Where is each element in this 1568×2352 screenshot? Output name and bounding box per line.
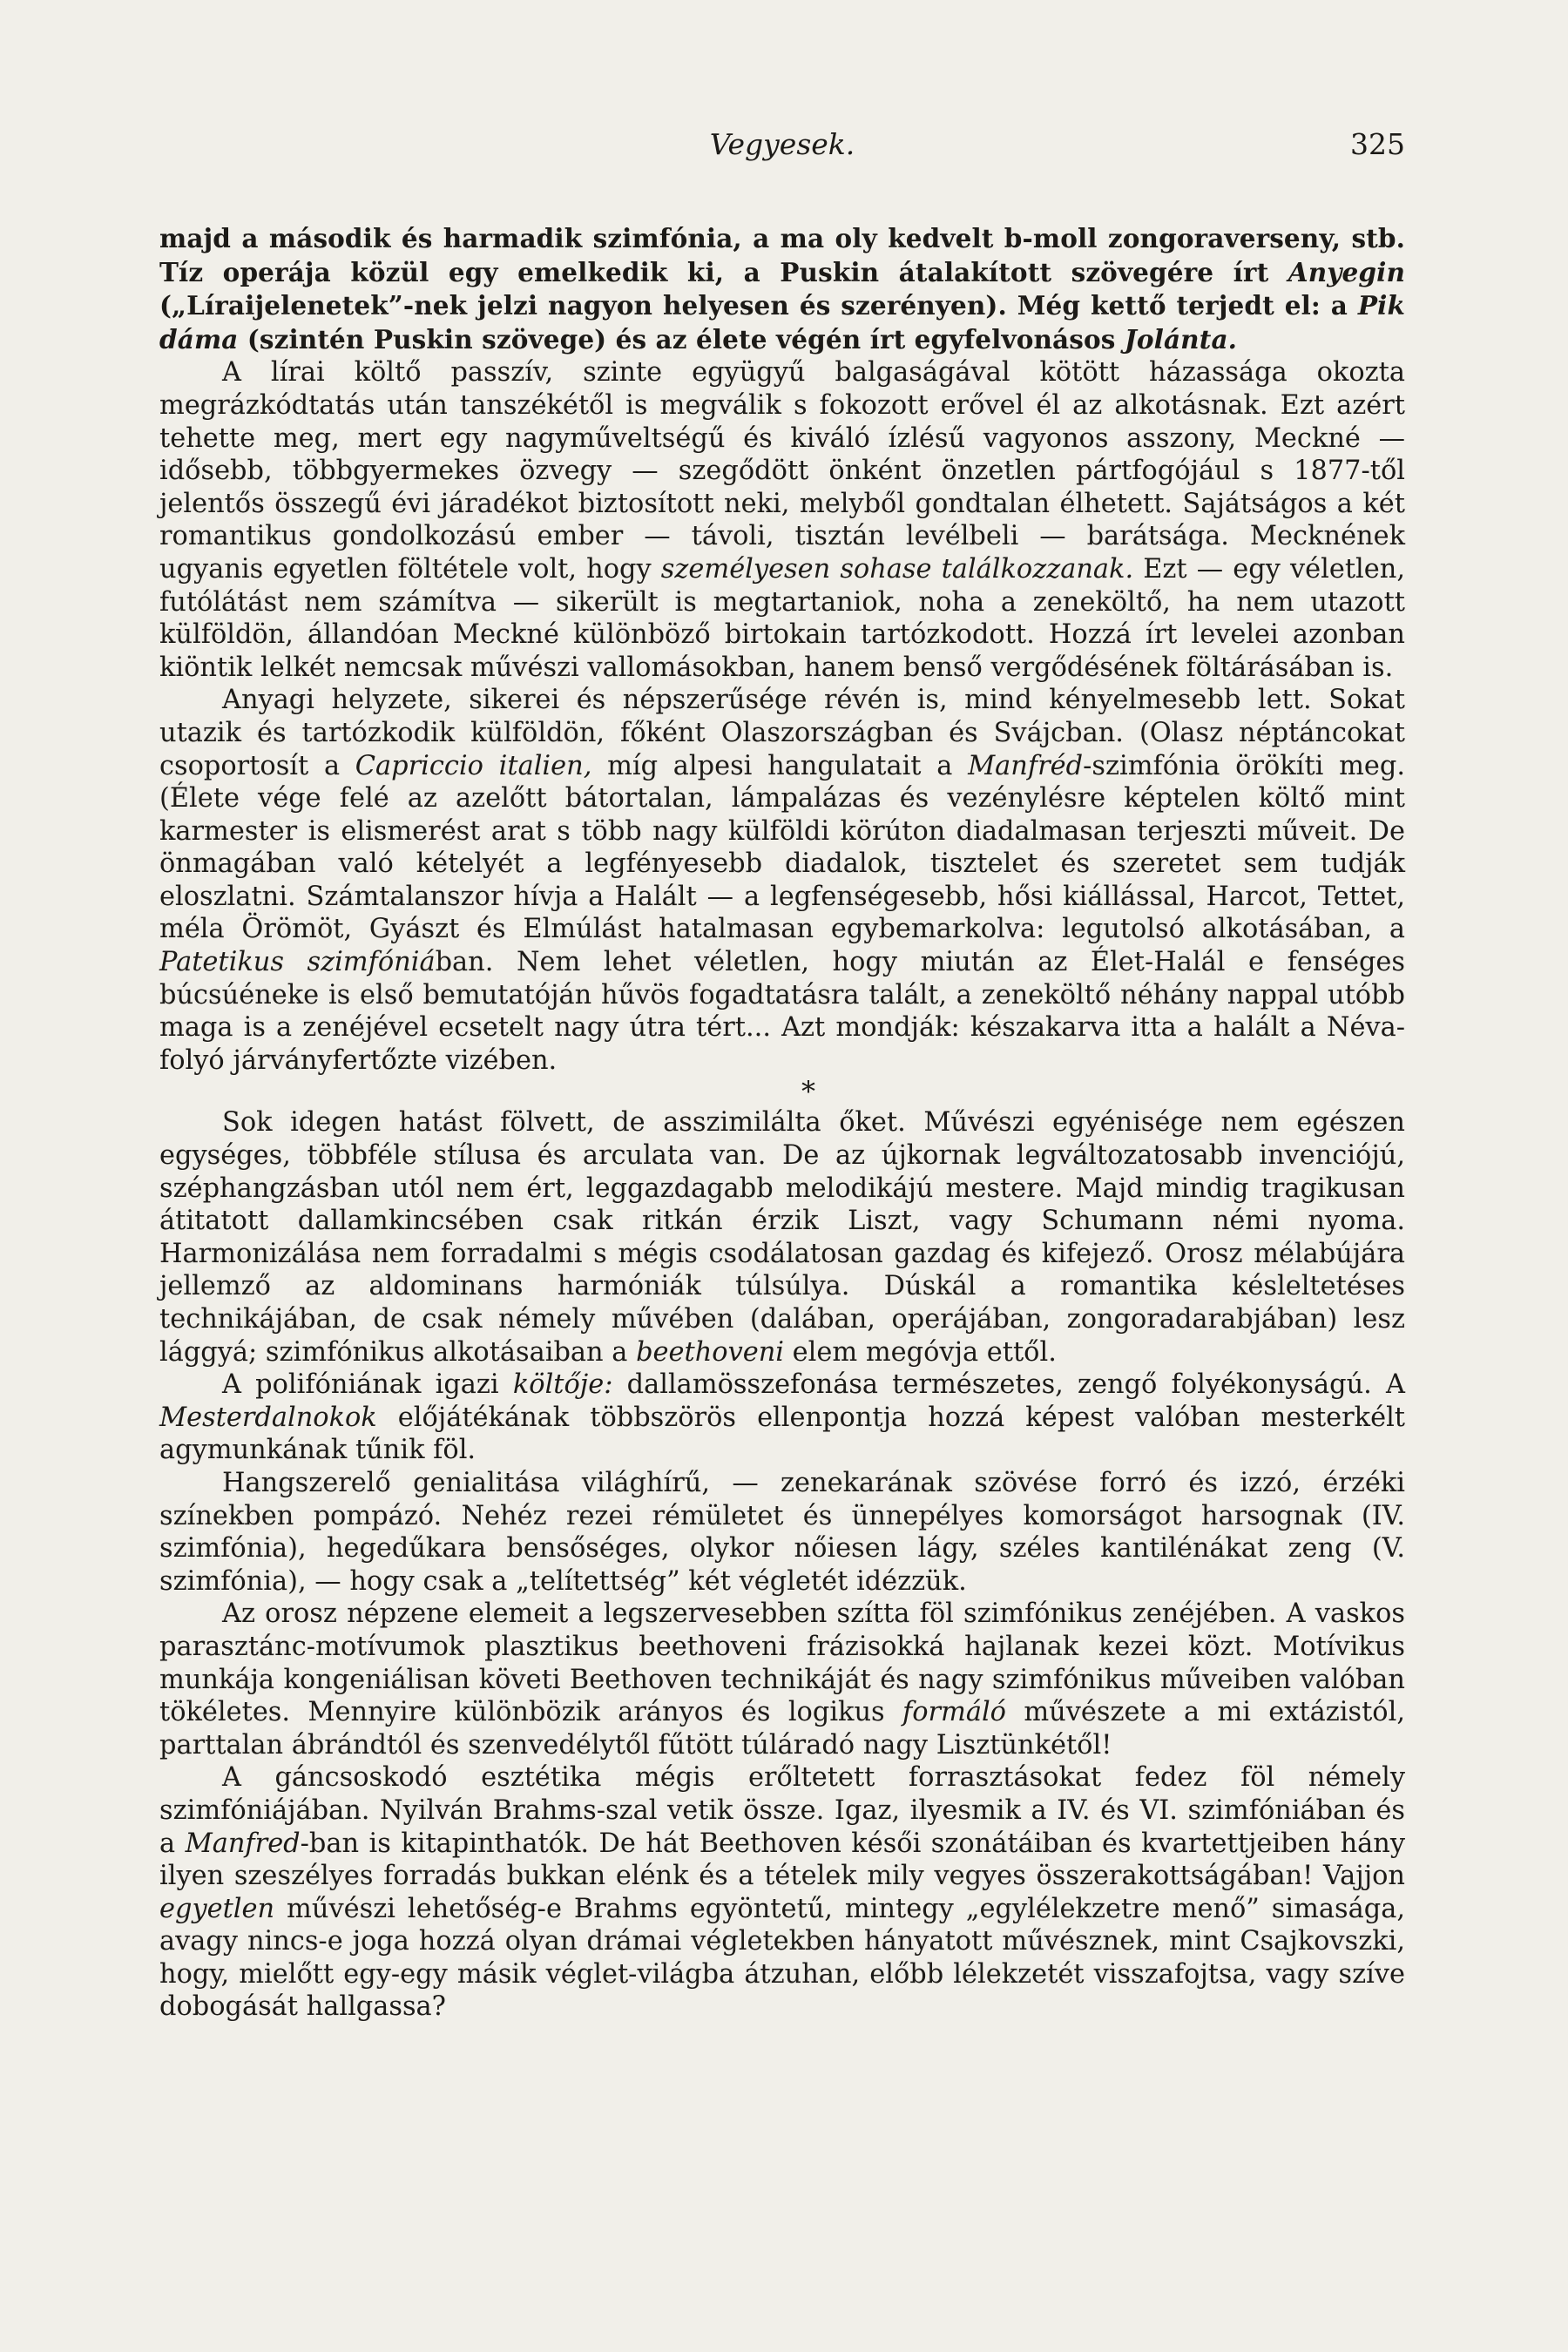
text-run: elem megóvja ettől. [784,1336,1057,1368]
paragraph [159,1761,1405,2024]
text-run: Ezt — egy véletlen, futólátást nem számítva — sikerült is megtartaniok, noha a zeneköltő, ha nem utazott külföldön, állandóan Meckné különböző birtokain tartózkodott. Hozzá írt levelei azonban kiöntik lelkét nemcsak művészi vallomásokban, hanem benső vergődésének föltárásában is. [159,553,1405,683]
text-run: művészete a mi extázistól, parttalan ábrándtól és szenvedélytől fűtött túláradó nagy Lisztünkétől! [159,1697,1405,1761]
text-run: („Líraijelenetek”-nek jelzi nagyon helyesen és szerényen). Még kettő terjedt el: a [159,290,1358,321]
italic-text: formáló [902,1697,1006,1728]
italic-text: beethoveni [636,1336,785,1368]
running-head [159,122,1405,166]
text-run: Anyagi helyzete, sikerei és népszerűsége révén is, mind kényelmesebb lett. Sokat utazik és tartózkodik külföldön, főként Olaszországban és Svájcban. (Olasz néptáncokat csoportosít a [159,685,1405,781]
text-run: dallamösszefonása természetes, zengő folyékonyságú. A [612,1369,1405,1401]
text-run: A polifóniának igazi [222,1369,513,1401]
paragraph [159,1369,1405,1467]
text-run: míg alpesi hangulatait a [591,750,969,781]
section-separator: * [801,1075,815,1109]
text-run: előjátékának többszörös ellenpontja hozzá képest valóban mesterkélt agymunkának tűnik föl. [159,1402,1405,1466]
text-run: művészi lehetőség-e Brahms egyöntetű, mintegy „egylélekzetre menő” simasága, avagy nincs-e joga hozzá olyan drámai végletekben hányatott művésznek, mint Csajkovszki, hogy, mielőtt egy-egy másik véglet-világba átzuhan, előbb lélekzetét visszafojtsa, vagy szíve dobogását hallgassa? [159,1893,1405,2023]
paragraph [159,1106,1405,1369]
italic-text: Mesterdalnokok [159,1402,377,1433]
page-number: 325 [1350,127,1405,161]
text-run: majd a második és harmadik szimfónia, a ma oly kedvelt b-moll zongoraverseny, stb. Tíz operája közül egy emelkedik ki, a Puskin átalakított szövegére írt [159,223,1405,287]
italic-text: költője: [512,1369,613,1401]
text-run: -szimfónia örökíti meg. (Élete vége felé az azelőtt bátortalan, lámpalázas és vezénylésre képtelen költő mint karmester is elismerést arat s több nagy külföldi körúton diadalmasan terjeszti műveit. De önmagában való kételyét a legfényesebb diadalok, tisztelet és szeretet sem tudják eloszlatni. Számtalanszor hívja a Halált — a legfenségesebb, hősi kiállással, Harcot, Tettet, méla Örömöt, Gyászt és Elmúlást hatalmasan egybemarkolva: legutolsó alkotásában, a [159,750,1406,945]
paragraph [159,684,1405,1077]
text-run: A gáncsoskodó esztétika mégis erőltetett forrasztásokat fedez föl némely szimfóniájában. Nyilván Brahms-szal vetik össze. Igaz, ilyesmik a IV. és VI. szimfóniában és a [159,1762,1405,1859]
paragraph [159,1467,1405,1598]
text-run: Hangszerelő genialitása világhírű, — zenekarának szövése forró és izzó, érzéki színekben pompázó. Nehéz rezei rémületet és ünnepélyes komorságot harsognak (IV. szimfónia), hegedűkara bensőséges, olykor nőiesen lágy, széles kantilénákat zeng (V. szimfónia), — hogy csak a „telítettség” két végletét idézzük. [159,1467,1405,1597]
italic-text: egyetlen [159,1893,275,1924]
body-text [159,222,1405,2024]
text-run: A lírai költő passzív, szinte együgyű balgaságával kötött házassága okozta megrázkódtatás után tanszékétől is megválik s fokozott erővel él az alkotásnak. Ezt azért tehette meg, mert egy nagyműveltségű és kiváló ízlésű vagyonos asszony, Meckné — idősebb, többgyermekes özvegy — szegődött önként önzetlen pártfogójául s 1877-től jelentős összegű évi járadékot biztosított neki, melyből gondtalan élhetett. Sajátságos a két romantikus gondolkozású ember — távoli, tisztán levélbeli — barátsága. Mecknének ugyanis egyetlen föltétele volt, hogy [159,357,1405,585]
italic-text: személyesen sohase találkozzanak. [660,553,1134,585]
italic-text: Manfred [185,1828,301,1859]
text-run: (szintén Puskin szövege) és az élete végén írt egyfelvonásos [238,323,1125,355]
italic-text: Jolánta. [1124,323,1238,355]
italic-text: Pik dáma [159,290,1405,355]
text-run: -ban is kitapinthatók. De hát Beethoven késői szonátáiban és kvartettjeiben hány ilyen szeszélyes forradás bukkan elénk és a tételek mily vegyes összerakottságában! Vajjon [159,1828,1406,1892]
paragraph [159,1598,1405,1761]
running-head-title: Vegyesek. [709,127,855,161]
italic-text: Manfréd [968,750,1084,781]
italic-text: Anyegin [1288,256,1405,287]
italic-text: Capriccio italien, [355,750,592,781]
text-run: Az orosz népzene elemeit a legszervesebben szítta föl szimfónikus zenéjében. A vaskos parasztánc-motívumok plasztikus beethoveni frázisokká hajlanak kezei közt. Motívikus munkája kongeniálisan követi Beethoven technikáját és nagy szimfónikus műveiben valóban tökéletes. Mennyire különbözik arányos és logikus [159,1598,1405,1728]
paragraph [159,222,1405,356]
italic-text: Patetikus szimfóniá [159,947,436,978]
text-run: Sok idegen hatást fölvett, de asszimilálta őket. Művészi egyénisége nem egészen egységes, többféle stílusa és arculata van. De az újkornak legváltozatosabb invenciójú, széphangzásban utól nem ért, leggazdagabb melodikájú mestere. Majd mindig tragikusan átitatott dallamkincsében csak ritkán érzik Liszt, vagy Schumann némi nyoma. Harmonizálása nem forradalmi s mégis csodálatosan gazdag és kifejező. Orosz mélabújára jellemző az aldominans harmóniák túlsúlya. Dúskál a romantika késleltetéses technikájában, de csak némely művében (dalában, operájában, zongoradarabjában) lesz lággyá; szimfónikus alkotásaiban a [159,1107,1405,1368]
text-run: ban. Nem lehet véletlen, hogy miután az Élet-Halál e fenséges búcsúéneke is első bemutatóján hűvös fogadtatásra talált, a zeneköltő néhány nappal utóbb maga is a zenéjével ecsetelt nagy útra tért... Azt mondják: készakarva itta a halált a Néva-folyó járványfertőzte vizében. [159,947,1405,1076]
paragraph [159,356,1405,684]
